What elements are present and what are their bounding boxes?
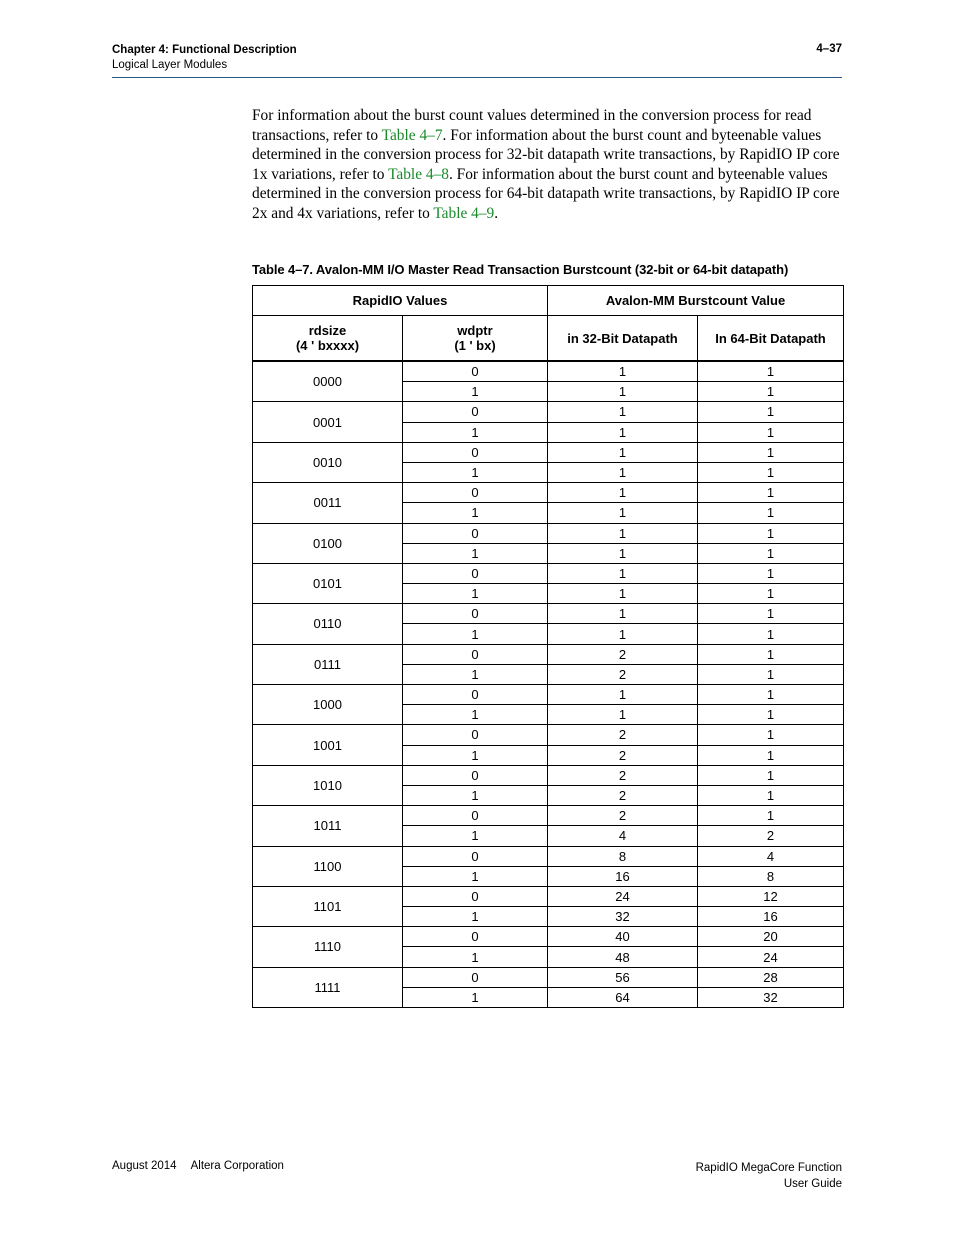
table-row — [253, 846, 844, 866]
dp32-cell: 2 — [548, 806, 698, 826]
wdptr-cell: 0 — [403, 361, 548, 382]
table-row — [253, 604, 844, 624]
dp32-cell: 16 — [548, 866, 698, 886]
dp32-cell: 8 — [548, 846, 698, 866]
dp32-cell: 1 — [548, 402, 698, 422]
wdptr-cell: 1 — [403, 907, 548, 927]
table-row — [253, 563, 844, 583]
dp32-cell: 2 — [548, 644, 698, 664]
dp64-cell: 1 — [698, 806, 844, 826]
wdptr-cell: 1 — [403, 745, 548, 765]
rdsize-cell: 1111 — [253, 967, 403, 1007]
wdptr-cell: 1 — [403, 947, 548, 967]
col-header-line: rdsize — [308, 323, 347, 338]
dp32-cell: 2 — [548, 765, 698, 785]
wdptr-cell: 1 — [403, 584, 548, 604]
dp64-cell: 8 — [698, 866, 844, 886]
dp64-cell: 12 — [698, 886, 844, 906]
dp32-cell: 1 — [548, 685, 698, 705]
wdptr-cell: 1 — [403, 624, 548, 644]
dp32-cell: 1 — [548, 624, 698, 644]
dp64-cell: 1 — [698, 624, 844, 644]
dp32-cell: 2 — [548, 725, 698, 745]
col-header-64bit: In 64-Bit Datapath — [698, 316, 844, 362]
dp64-cell: 1 — [698, 604, 844, 624]
page-number: 4–37 — [816, 43, 842, 55]
table-row — [253, 725, 844, 745]
dp32-cell: 1 — [548, 543, 698, 563]
rdsize-cell: 0111 — [253, 644, 403, 684]
dp64-cell: 1 — [698, 382, 844, 402]
header-divider — [112, 77, 842, 78]
link-table-4-9[interactable]: Table 4–9 — [433, 204, 495, 222]
dp64-cell: 1 — [698, 664, 844, 684]
footer-product: RapidIO MegaCore Function — [695, 1162, 842, 1174]
intro-text: . — [494, 204, 499, 222]
wdptr-cell: 0 — [403, 402, 548, 422]
group-header-rapidio: RapidIO Values — [253, 286, 548, 316]
table-row — [253, 361, 844, 382]
table-row — [253, 886, 844, 906]
dp64-cell: 1 — [698, 785, 844, 805]
dp64-cell: 1 — [698, 442, 844, 462]
page-footer-left — [112, 1160, 284, 1172]
table-row — [253, 927, 844, 947]
dp32-cell: 24 — [548, 886, 698, 906]
rdsize-cell: 0011 — [253, 483, 403, 523]
dp32-cell: 1 — [548, 483, 698, 503]
dp32-cell: 32 — [548, 907, 698, 927]
rdsize-cell: 0001 — [253, 402, 403, 442]
dp32-cell: 1 — [548, 523, 698, 543]
dp32-cell: 1 — [548, 503, 698, 523]
dp64-cell: 16 — [698, 907, 844, 927]
table-row — [253, 483, 844, 503]
wdptr-cell: 0 — [403, 967, 548, 987]
col-header-line: (4 ' bxxxx) — [295, 338, 360, 353]
wdptr-cell: 0 — [403, 483, 548, 503]
table-row — [253, 765, 844, 785]
table-row — [253, 523, 844, 543]
wdptr-cell: 0 — [403, 846, 548, 866]
dp32-cell: 1 — [548, 382, 698, 402]
wdptr-cell: 1 — [403, 987, 548, 1007]
dp64-cell: 1 — [698, 523, 844, 543]
dp64-cell: 1 — [698, 503, 844, 523]
dp32-cell: 1 — [548, 563, 698, 583]
dp64-cell: 1 — [698, 765, 844, 785]
dp64-cell: 28 — [698, 967, 844, 987]
dp64-cell: 2 — [698, 826, 844, 846]
rdsize-cell: 1100 — [253, 846, 403, 886]
intro-text: For information about the burst count values determined in the conversion process for read transactions, refer to — [252, 107, 812, 144]
burstcount-table — [252, 285, 844, 1008]
link-table-4-8[interactable]: Table 4–8 — [388, 165, 449, 183]
dp64-cell: 4 — [698, 846, 844, 866]
dp64-cell: 1 — [698, 584, 844, 604]
rdsize-cell: 1000 — [253, 685, 403, 725]
table-body — [253, 361, 844, 1008]
wdptr-cell: 1 — [403, 503, 548, 523]
wdptr-cell: 0 — [403, 644, 548, 664]
col-header-wdptr — [403, 316, 548, 362]
dp32-cell: 1 — [548, 462, 698, 482]
table-row — [253, 685, 844, 705]
dp32-cell: 64 — [548, 987, 698, 1007]
link-table-4-7[interactable]: Table 4–7 — [381, 126, 443, 144]
wdptr-cell: 1 — [403, 543, 548, 563]
col-header-line: (1 ' bx) — [454, 338, 496, 353]
wdptr-cell: 1 — [403, 866, 548, 886]
wdptr-cell: 1 — [403, 422, 548, 442]
dp64-cell: 32 — [698, 987, 844, 1007]
dp32-cell: 56 — [548, 967, 698, 987]
dp64-cell: 20 — [698, 927, 844, 947]
dp32-cell: 2 — [548, 785, 698, 805]
wdptr-cell: 1 — [403, 462, 548, 482]
wdptr-cell: 0 — [403, 442, 548, 462]
wdptr-cell: 0 — [403, 604, 548, 624]
dp64-cell: 1 — [698, 563, 844, 583]
wdptr-cell: 0 — [403, 806, 548, 826]
dp32-cell: 48 — [548, 947, 698, 967]
wdptr-cell: 0 — [403, 886, 548, 906]
dp64-cell: 1 — [698, 725, 844, 745]
dp64-cell: 1 — [698, 361, 844, 382]
dp64-cell: 1 — [698, 422, 844, 442]
wdptr-cell: 0 — [403, 563, 548, 583]
dp32-cell: 1 — [548, 584, 698, 604]
col-header-rdsize — [253, 316, 403, 362]
dp32-cell: 4 — [548, 826, 698, 846]
rdsize-cell: 1001 — [253, 725, 403, 765]
table-row — [253, 806, 844, 826]
table-row — [253, 442, 844, 462]
dp64-cell: 1 — [698, 745, 844, 765]
page-header-left — [112, 43, 297, 73]
dp64-cell: 1 — [698, 543, 844, 563]
table-row — [253, 644, 844, 664]
wdptr-cell: 1 — [403, 705, 548, 725]
dp32-cell: 2 — [548, 745, 698, 765]
intro-text: . For information about the burst count and byteenable values determined in the conversion process for 32-bit datapath write transactions, by RapidIO IP core 1x variations, refer to — [252, 126, 840, 183]
footer-date: August 2014 — [112, 1160, 177, 1172]
footer-company: Altera Corporation — [190, 1160, 284, 1172]
rdsize-cell: 0101 — [253, 563, 403, 603]
rdsize-cell: 1101 — [253, 886, 403, 926]
dp32-cell: 1 — [548, 361, 698, 382]
table-caption: Table 4–7. Avalon-MM I/O Master Read Transaction Burstcount (32-bit or 64-bit datapath) — [252, 262, 789, 277]
table-row — [253, 967, 844, 987]
dp64-cell: 1 — [698, 402, 844, 422]
wdptr-cell: 0 — [403, 725, 548, 745]
wdptr-cell: 0 — [403, 765, 548, 785]
dp64-cell: 24 — [698, 947, 844, 967]
dp64-cell: 1 — [698, 644, 844, 664]
dp32-cell: 1 — [548, 604, 698, 624]
col-header-32bit: in 32-Bit Datapath — [548, 316, 698, 362]
section-title: Logical Layer Modules — [112, 59, 228, 71]
rdsize-cell: 0000 — [253, 361, 403, 402]
dp32-cell: 1 — [548, 442, 698, 462]
wdptr-cell: 1 — [403, 664, 548, 684]
page-footer-right — [696, 1160, 842, 1192]
rdsize-cell: 1010 — [253, 765, 403, 805]
group-header-avalon: Avalon-MM Burstcount Value — [548, 286, 844, 316]
wdptr-cell: 1 — [403, 826, 548, 846]
wdptr-cell: 1 — [403, 785, 548, 805]
col-header-line: wdptr — [457, 323, 493, 338]
dp64-cell: 1 — [698, 462, 844, 482]
dp32-cell: 40 — [548, 927, 698, 947]
dp64-cell: 1 — [698, 483, 844, 503]
footer-doc-type: User Guide — [783, 1178, 842, 1190]
rdsize-cell: 0010 — [253, 442, 403, 482]
rdsize-cell: 0110 — [253, 604, 403, 644]
rdsize-cell: 1110 — [253, 927, 403, 967]
wdptr-cell: 1 — [403, 382, 548, 402]
wdptr-cell: 0 — [403, 523, 548, 543]
intro-paragraph — [252, 106, 842, 224]
wdptr-cell: 0 — [403, 927, 548, 947]
wdptr-cell: 0 — [403, 685, 548, 705]
chapter-title: Chapter 4: Functional Description — [112, 44, 297, 56]
dp32-cell: 1 — [548, 705, 698, 725]
intro-text: . For information about the burst count and byteenable values determined in the conversion process for 64-bit datapath write transactions, by RapidIO IP core 2x and 4x variations, refer to — [252, 165, 840, 222]
dp32-cell: 2 — [548, 664, 698, 684]
dp64-cell: 1 — [698, 685, 844, 705]
rdsize-cell: 0100 — [253, 523, 403, 563]
dp32-cell: 1 — [548, 422, 698, 442]
table-row — [253, 402, 844, 422]
dp64-cell: 1 — [698, 705, 844, 725]
rdsize-cell: 1011 — [253, 806, 403, 846]
